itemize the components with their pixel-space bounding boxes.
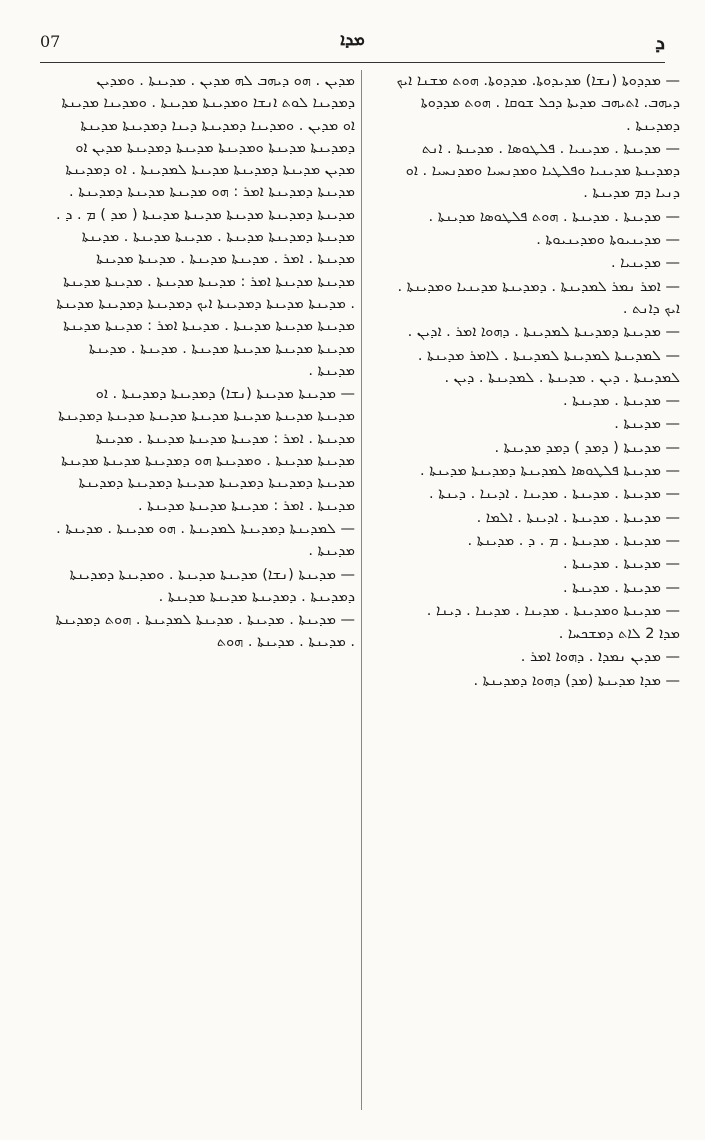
page-header [40, 30, 665, 56]
dictionary-entry: — ܡܕܝܢܬܐ . ܡܕܝܢܬܐ . [562, 579, 680, 596]
dictionary-entry: — ܡܕܝܢܬܐ ܕܡܕܝܢܬܐ ܠܡܕܝܢܬܐ . ܕܗܘܐ ܐܡܪ . ܐܕܝܢ . [407, 324, 680, 341]
dictionary-entry: — ܡܕܝܢܬܐ . ܡܕܝܢܬܐ . ܗܘܬ ܦܠܛܘܣܐ ܡܕܝܢܬܐ . [428, 208, 680, 225]
dictionary-entry: — ܡܕܝܢܬܐ . ܡܕܝܢܬܐ . ܐܕܝܢܬܐ . ܐܠܡܐ . [476, 509, 680, 526]
dictionary-entry: — ܡܕܝܢܬܐ . ܡܕܝܢܬܐ . ܡܕܝܢܐ . ܐܕܝܢܐ . ܕܝܢܬܐ . [428, 486, 680, 503]
dictionary-entry: ܡܕܝܢ . ܗܘ ܕܝܗܒ ܠܗ ܡܕܝܢ . ܡܕܝܢܬܐ . ܘܡܕܝܢ ܕܡܕܝܢܐ ܠܘܬ ܐܢܫܐ ܘܡܕܝܢܬܐ ܡܕܝܢܬܐ . ܘܡܕܝܢܐ ܡܕܝܢܬܐ ܐܘ ܡܕܝܢ . ܘܡܕܝܢܐ ܕܡܕܝܢܬܐ ܕܝܢܐ ܕܡܕܝܢܬܐ ܡܕܝܢܬܐ ܕܡܕܝܢܬܐ ܡܕܝܢܬܐ ܘܡܕܝܢܬܐ ܡܕܝܢܬܐ ܕܡܕܝܢܬܐ ܡܕܝܢ ܐܘ ܡܕܝܢ ܡܕܝܢܬܐ ܕܡܕܝܢܬܐ ܡܕܝܢܬܐ ܠܡܕܝܢܬܐ . ܐܘ ܕܡܕܝܢܬܐ ܡܕܝܢܬܐ ܕܡܕܝܢܬܐ ܐܡܪ : ܗܘ ܡܕܝܢܬܐ ܡܕܝܢܬܐ ܕܡܕܝܢܬܐ . ܡܕܝܢܬܐ ܕܡܕܝܢܬܐ ܡܕܝܢܬܐ ܡܕܝܢܬܐ ܡܕܝܢܬܐ ( ܡܕ ) ܡ . ܕ . ܡܕܝܢܬܐ ܕܡܕܝܢܬܐ ܡܕܝܢܬܐ . ܡܕܝܢܬܐ ܡܕܝܢܬܐ . ܡܕܝܢܬܐ ܡܕܝܢܬܐ . ܐܡܪ . ܡܕܝܢܬܐ ܡܕܝܢܬܐ . ܡܕܝܢܬܐ ܡܕܝܢܬܐ ܡܕܝܢܬܐ ܡܕܝܢܬܐ ܐܡܪ : ܡܕܝܢܬܐ ܡܕܝܢܬܐ . ܡܕܝܢܬܐ ܡܕܝܢܬܐ . ܡܕܝܢܬܐ ܡܕܝܢܬܐ ܕܡܕܝܢܬܐ ܐܝܟ ܕܡܕܝܢܬܐ ܕܡܕܝܢܬܐ ܡܕܝܢܬܐ ܡܕܝܢܬܐ ܡܕܝܢܬܐ ܡܕܝܢܬܐ . ܡܕܝܢܬܐ ܐܡܪ : ܡܕܝܢܬܐ ܡܕܝܢܬܐ ܡܕܝܢܬܐ ܡܕܝܢܬܐ ܡܕܝܢܬܐ ܡܕܝܢܬܐ . ܡܕܝܢܬܐ . ܡܕܝܢܬܐ ܡܕܝܢܬܐ . [56, 73, 355, 379]
dictionary-entry: — ܡܕܕܘܬܐ (ܢܫܐ) ܡܕܝܕܘܬܐ. ܡܕܕܘܬܐ. ܗܘܬ ܡܫܢܐ ܐܝܟ ܕܝܗܒ. ܐܬܝܗܒ ܡܕܝܬܐ ܕܟܠ ܫܘܩܐ . ܗܘܬ ܡܕܕܘܬܐ ܕܡܕܝܢܬܐ . [396, 73, 680, 134]
page-number: 07 [40, 32, 61, 51]
dictionary-entry: — ܡܕܝܢܬܐ . ܡܕܝܢܬܐ . [562, 393, 680, 410]
dictionary-entry: — ܡܕܝܢܬܐ ܡܕܝܢܬܐ (ܢܫܐ) ܕܡܕܝܢܬܐ ܕܡܕܝܢܬܐ . ܐܘ ܡܕܝܢܬܐ ܡܕܝܢܬܐ ܡܕܝܢܬܐ ܡܕܝܢܬܐ ܡܕܝܢܬܐ ܡܕܝܢܬܐ ܕܡܕܝܢܬܐ ܡܕܝܢܬܐ . ܐܡܪ : ܡܕܝܢܬܐ ܡܕܝܢܬܐ ܡܕܝܢܬܐ . ܡܕܝܢܬܐ ܡܕܝܢܬܐ ܡܕܝܢܬܐ . ܘܡܕܝܢܬܐ ܗܘ ܕܡܕܝܢܬܐ ܡܕܝܢܬܐ ܡܕܝܢܬܐ ܡܕܝܢܬܐ ܕܡܕܝܢܬܐ ܕܡܕܝܢܬܐ ܡܕܝܢܬܐ ܕܡܕܝܢܬܐ ܕܡܕܝܢܬܐ ܡܕܝܢܬܐ . ܐܡܪ : ܡܕܝܢܬܐ ܡܕܝܢܬܐ ܡܕܝܢܬܐ . [58, 386, 355, 514]
dictionary-entry: — ܐܡܪ ܢܡܪ ܠܡܕܝܢܬܐ . ܕܡܕܝܢܬܐ ܡܕܝܢܝܐ ܘܡܕܝܢܬܐ . ܐܝܟ ܕܐܢܬ . [397, 278, 680, 317]
column-divider [361, 70, 362, 1110]
dictionary-entry: ܡܕܐ 2 ܠܐܬ ܕܡܫܟܚܐ . [558, 626, 680, 643]
dictionary-entry: — ܡܕܝܢ ܢܡܕܐ . ܕܗܘܐ ܐܡܪ . [520, 649, 680, 666]
dictionary-entry: — ܡܕܝܢܬܐ ܦܠܛܘܣܐ ܠܡܕܝܢܬܐ ܕܡܕܝܢܬܐ ܡܕܝܢܬܐ . [420, 463, 680, 480]
dictionary-entry: — ܡܕܝܢܬܐ . ܡܕܝܢܬܐ . ܡܕܝܢܬܐ ܠܡܕܝܢܬܐ . ܗܘܬ ܕܡܕܝܢܬܐ . ܡܕܝܢܬܐ . ܡܕܝܢܬܐ . ܗܘܬ [55, 612, 355, 651]
dictionary-entry: — ܡܕܝܢܬܐ . ܡܕܝܢܝܐ . ܦܠܛܘܣܐ . ܡܕܝܢܬܐ . ܐܢܬ ܕܡܕܝܢܬܐ ܡܕܝܢܝܐ ܘܦܠܛܝܐ ܘܡܕܢܚܝܐ ܘܡܕܢܚܝܐ . ܐܘ ܕܢܝܐ ܕܡ ܡܕܝܢܬܐ . [405, 140, 680, 202]
right-column [380, 70, 680, 1110]
dictionary-entry: — ܡܕܝܢܬܐ . ܡܕܝܢܬܐ . [562, 556, 680, 573]
section-letter: ܕ [655, 30, 665, 54]
dictionary-entry: — ܡܕܝܢܬܐ ܘܡܕܝܢܬܐ . ܡܕܝܢܐ . ܡܕܝܢܐ . ܕܝܢܐ . [426, 602, 680, 619]
dictionary-entry: — ܡܕܝܢܝܘܬܐ ܘܡܕܝܢܝܘܬܐ . [536, 232, 680, 249]
dictionary-entry: — ܡܕܝܢܬܐ . [614, 416, 680, 433]
dictionary-entry: — ܡܕܐ ܡܕܝܢܬܐ (ܡܕ) ܕܗܘܐ ܕܡܕܝܢܬܐ . [473, 672, 680, 689]
dictionary-entry: — ܡܕܝܢܬܐ ( ܕܡܕ ) ܕܡܕ ܡܕܝܢܬܐ . [494, 439, 680, 456]
dictionary-entry: — ܡܕܝܢܬܐ (ܢܫܐ) ܡܕܝܢܬܐ ܡܕܝܢܬܐ . ܘܡܕܝܢܬܐ ܕܡܕܝܢܬܐ ܕܡܕܝܢܬܐ . ܕܡܕܝܢܬܐ ܡܕܝܢܬܐ ܡܕܝܢܬܐ . [69, 566, 355, 605]
left-column [55, 70, 355, 1110]
dictionary-entry: — ܠܡܕܝܢܬܐ ܠܡܕܝܢܬܐ ܠܡܕܝܢܬܐ . ܠܐܡܪ ܡܕܝܢܬܐ . ܠܡܕܝܢܬܐ . ܕܝܢ . ܡܕܝܢܬܐ . ܠܡܕܝܢܬܐ . ܕܝܢ . [417, 347, 680, 386]
dictionary-entry: — ܡܕܝܢܝܐ . [610, 255, 680, 272]
dictionary-entry: — ܠܡܕܝܢܬܐ ܕܡܕܝܢܬܐ ܠܡܕܝܢܬܐ . ܗܘ ܡܕܝܢܬܐ . ܡܕܝܢܬܐ . ܡܕܝܢܬܐ . [56, 520, 355, 560]
header-rule [40, 62, 665, 63]
running-head: ܡܕܐ [340, 30, 365, 50]
dictionary-entry: — ܡܕܝܢܬܐ . ܡܕܝܢܬܐ . ܡ . ܕ . ܡܕܝܢܬܐ . [467, 532, 680, 549]
